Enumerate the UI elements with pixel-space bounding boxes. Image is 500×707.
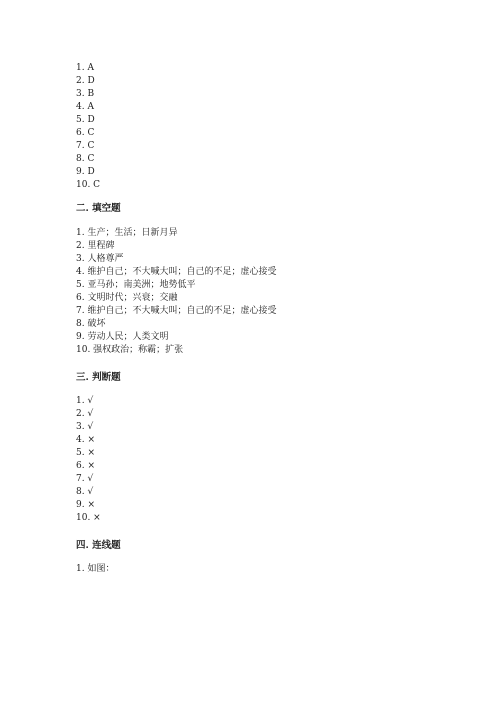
answer-item: 8. 破坏 bbox=[76, 319, 106, 329]
answer-item: 2. √ bbox=[76, 409, 94, 419]
answer-item: 5. D bbox=[76, 115, 95, 125]
answer-item: 4. × bbox=[76, 435, 95, 445]
answer-item: 6. C bbox=[76, 128, 95, 138]
fill-blank-heading: 二. 填空题 bbox=[76, 203, 121, 214]
answer-item: 3. B bbox=[76, 89, 95, 99]
answer-item: 1. 如图： bbox=[76, 564, 115, 574]
answer-item: 2. 里程碑 bbox=[76, 241, 115, 251]
answer-item: 10. C bbox=[76, 180, 101, 190]
answer-item: 3. 人格尊严 bbox=[76, 254, 124, 264]
answer-item: 9. D bbox=[76, 167, 95, 177]
answer-item: 10. 强权政治；称霸；扩张 bbox=[76, 345, 184, 355]
answer-item: 6. 文明时代；兴衰；交融 bbox=[76, 293, 178, 303]
answer-item: 9. × bbox=[76, 500, 95, 510]
true-false-heading: 三. 判断题 bbox=[76, 372, 121, 383]
answer-item: 2. D bbox=[76, 76, 95, 86]
answer-item: 9. 劳动人民；人类文明 bbox=[76, 332, 169, 342]
answer-item: 8. √ bbox=[76, 487, 94, 497]
fill-blank-answers-list bbox=[76, 227, 276, 357]
answer-item: 5. 亚马孙；南美洲；地势低平 bbox=[76, 280, 196, 290]
answer-item: 1. A bbox=[76, 63, 94, 73]
answer-item: 5. × bbox=[76, 448, 95, 458]
matching-answers-list bbox=[76, 563, 114, 576]
answer-item: 7. 维护自己；不大喊大叫；自己的不足；虚心接受 bbox=[76, 306, 277, 316]
answer-item: 10. × bbox=[76, 513, 101, 523]
answer-item: 1. 生产；生活；日新月异 bbox=[76, 228, 178, 238]
answer-item: 1. √ bbox=[76, 396, 94, 406]
answer-item: 7. C bbox=[76, 141, 95, 151]
true-false-answers-list bbox=[76, 395, 101, 525]
choice-answers-list bbox=[76, 62, 100, 192]
answer-item: 8. C bbox=[76, 154, 95, 164]
answer-item: 4. 维护自己；不大喊大叫；自己的不足；虚心接受 bbox=[76, 267, 277, 277]
matching-heading: 四. 连线题 bbox=[76, 540, 121, 551]
answer-item: 7. √ bbox=[76, 474, 94, 484]
answer-item: 3. √ bbox=[76, 422, 94, 432]
answer-item: 4. A bbox=[76, 102, 94, 112]
answer-item: 6. × bbox=[76, 461, 95, 471]
